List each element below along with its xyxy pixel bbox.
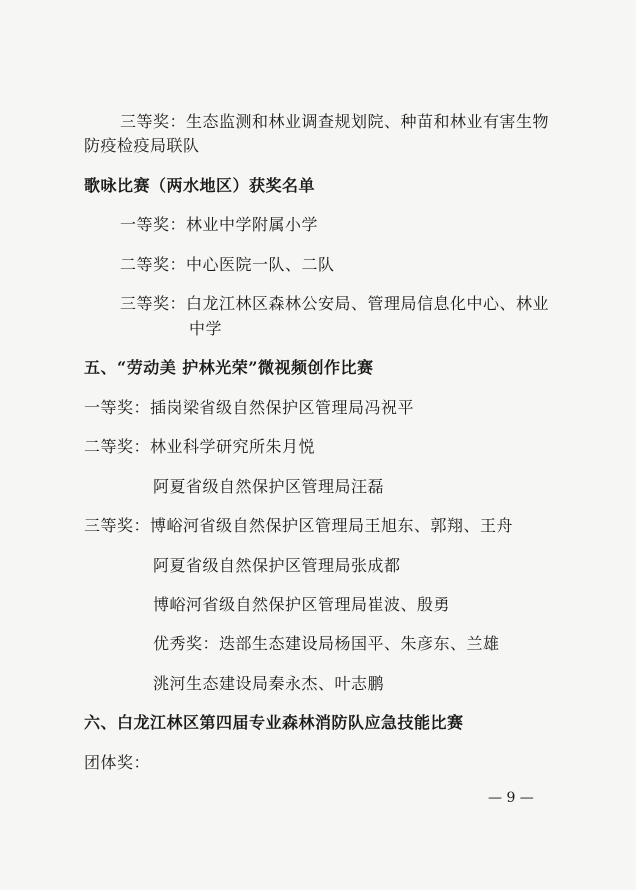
section-heading-singing-contest: 歌咏比赛（两水地区）获奖名单	[84, 176, 316, 195]
page-number: — 9 —	[488, 790, 534, 806]
award-line-continuation: 洮河生态建设局秦永杰、叶志鹏	[153, 674, 385, 693]
award-line-second-prize: 二等奖：中心医院一队、二队	[120, 255, 335, 274]
section-heading-fire-brigade-contest: 六、白龙江林区第四届专业森林消防队应急技能比赛	[84, 713, 464, 732]
award-line-third-prize: 三等奖：白龙江林区森林公安局、管理局信息化中心、林业	[120, 294, 550, 313]
award-line-continuation: 中学	[189, 319, 223, 338]
award-line-continuation: 阿夏省级自然保护区管理局张成都	[153, 556, 401, 575]
award-line-excellence-prize: 优秀奖：迭部生态建设局杨国平、朱彦东、兰雄	[153, 634, 500, 653]
award-line-third-prize-monitoring: 三等奖：生态监测和林业调查规划院、种苗和林业有害生物	[120, 112, 550, 131]
award-line-continuation: 阿夏省级自然保护区管理局汪磊	[153, 477, 385, 496]
award-line-third-prize: 三等奖：博峪河省级自然保护区管理局王旭东、郭翔、王舟	[84, 516, 514, 535]
award-line-continuation: 博峪河省级自然保护区管理局崔波、殷勇	[153, 595, 451, 614]
section-heading-micro-video: 五、“劳动美 护林光荣”微视频创作比赛	[84, 358, 374, 377]
award-line-continuation: 防疫检疫局联队	[84, 136, 200, 155]
award-line-first-prize: 一等奖：插岗梁省级自然保护区管理局冯祝平	[84, 398, 415, 417]
award-line-first-prize: 一等奖：林业中学附属小学	[120, 215, 319, 234]
award-line-team-prize: 团体奖：	[84, 753, 151, 772]
award-line-second-prize: 二等奖：林业科学研究所朱月悦	[84, 437, 316, 456]
